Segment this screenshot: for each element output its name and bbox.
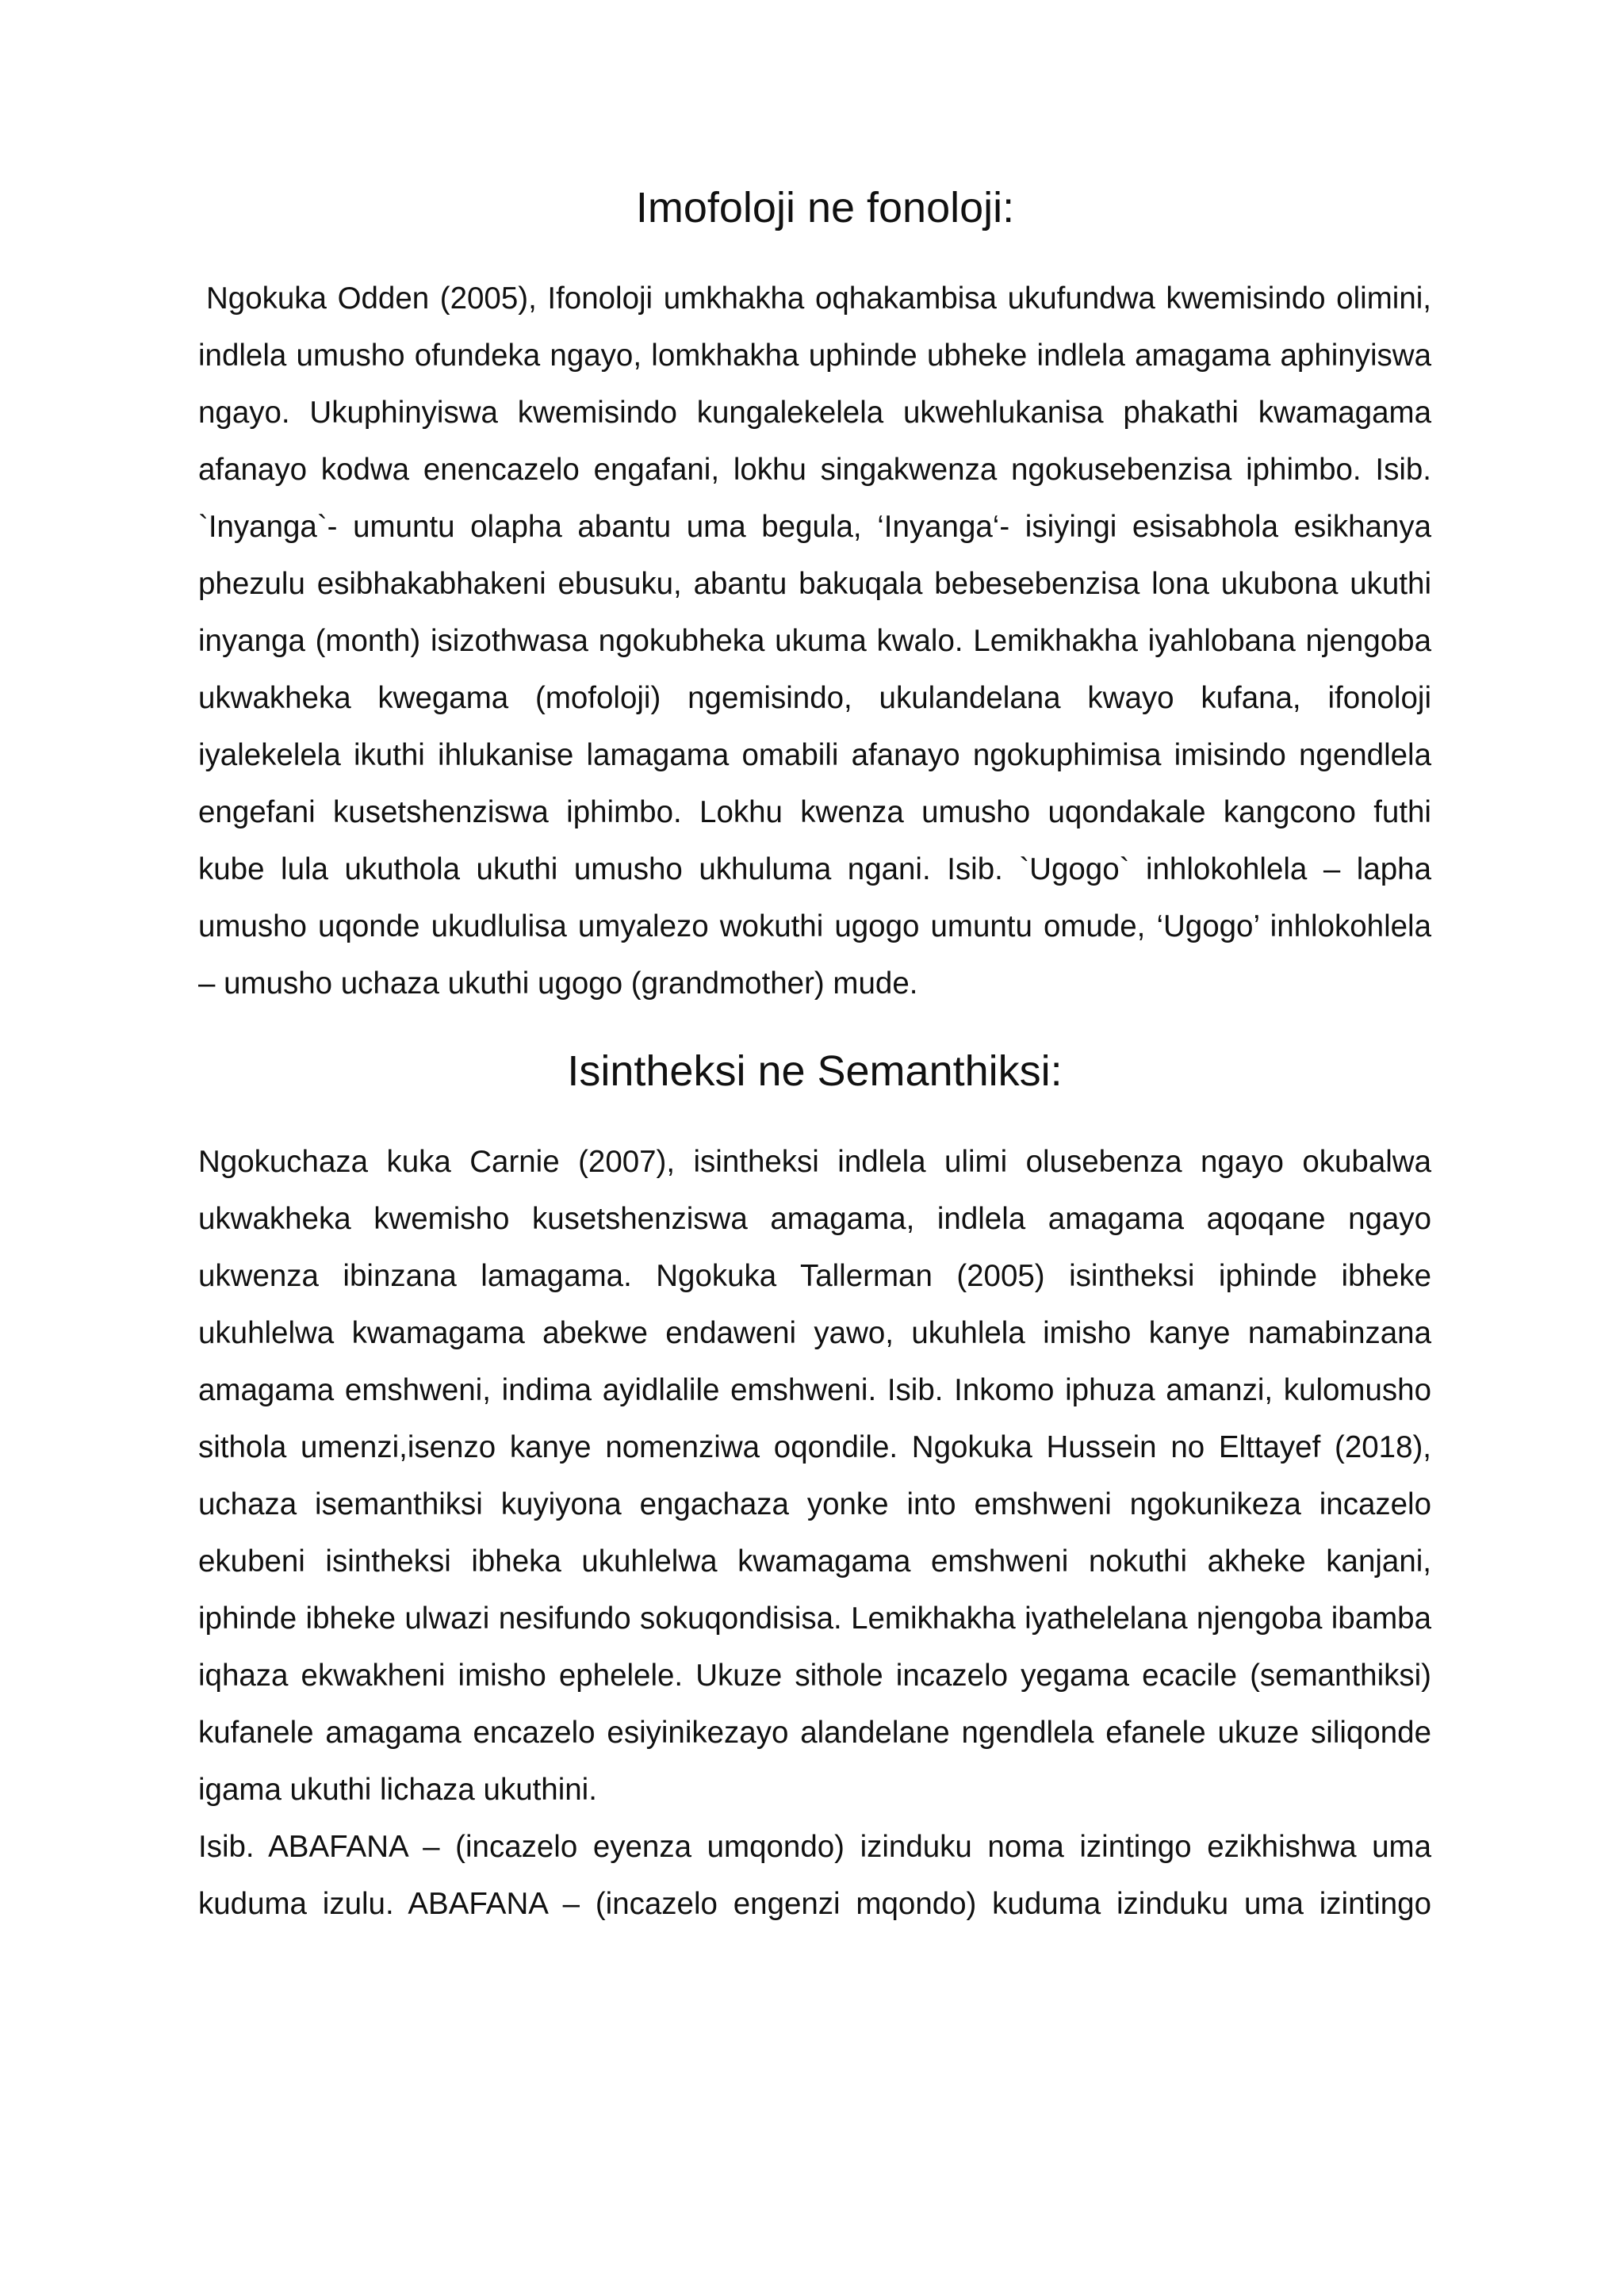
section-heading-morphology-phonology: Imofoloji ne fonoloji:: [635, 184, 1015, 232]
paragraph-syntax: Ngokuchaza kuka Carnie (2007), isintheksi indlela ulimi olusebenza ngayo okubalwa ukwakheka kwemisho kusetshenziswa amagama, indlela amagama aqoqane ngayo ukwenza ibinzana lamagama. Ngokuka Tallerman (2005) isintheksi iphinde ibheke ukuhlelwa kwamagama abekwe endaweni yawo, ukuhlela imisho kanye namabinzana amagama emshweni, indima ayidlalile emshweni. Isib. Inkomo iphuza amanzi, kulomusho sithola umenzi,isenzo kanye nomenziwa oqondile. Ngokuka Hussein no Elttayef (2018), uchaza isemanthiksi kuyiyona engachaza yonke into emshweni ngokunikeza incazelo ekubeni isintheksi ibheka ukuhlelwa kwamagama emshweni nokuthi akheke kanjani, iphinde ibheke ulwazi nesifundo sokuqondisisa. Lemikhakha iyathelelana njengoba ibamba iqhaza ekwakheni imisho ephelele. Ukuze sithole incazelo yegama ecacile (semanthiksi) kufanele amagama encazelo esiyinikezayo alandelane ngendlela efanele ukuze siliqonde igama ukuthi lichaza ukuthini.: [198, 1144, 1431, 1807]
paragraph-example: Isib. ABAFANA – (incazelo eyenza umqondo) izinduku noma izintingo ezikhishwa uma kuduma izulu. ABAFANA – (incazelo engenzi mqondo) kuduma izinduku uma izintingo: [198, 1829, 1431, 1921]
paragraph-phonology: Ngokuka Odden (2005), Ifonoloji umkhakha oqhakambisa ukufundwa kwemisindo olimini, indlela umusho ofundeka ngayo, lomkhakha uphinde ubheke indlela amagama aphinyiswa ngayo. Ukuphinyiswa kwemisindo kungalekelela ukwehlukanisa phakathi kwamagama afanayo kodwa enencazelo engafani, lokhu singakwenza ngokusebenzisa iphimbo. Isib. `Inyanga`- umuntu olapha abantu uma begula, ‘Inyanga‘- isiyingi esisabhola esikhanya phezulu esibhakabhakeni ebusuku, abantu bakuqala bebesebenzisa lona ukubona ukuthi inyanga (month) isizothwasa ngokubheka ukuma kwalo. Lemikhakha iyahlobana njengoba ukwakheka kwegama (mofoloji) ngemisindo, ukulandelana kwayo kufana, ifonoloji iyalekelela ikuthi ihlukanise lamagama omabili afanayo ngokuphimisa imisindo ngendlela engefani kusetshenziswa iphimbo. Lokhu kwenza umusho uqondakale kangcono futhi kube lula ukuthola ukuthi umusho ukhuluma ngani. Isib. `Ugogo` inhlokohlela – lapha umusho uqonde ukudlulisa umyalezo wokuthi ugogo umuntu omude, ‘Ugogo’ inhlokohlela – umusho uchaza ukuthi ugogo (grandmother) mude.: [198, 281, 1431, 1001]
document-content: [198, 182, 1431, 1933]
section-heading-syntax-semantics: Isintheksi ne Semanthiksi:: [567, 1047, 1063, 1095]
